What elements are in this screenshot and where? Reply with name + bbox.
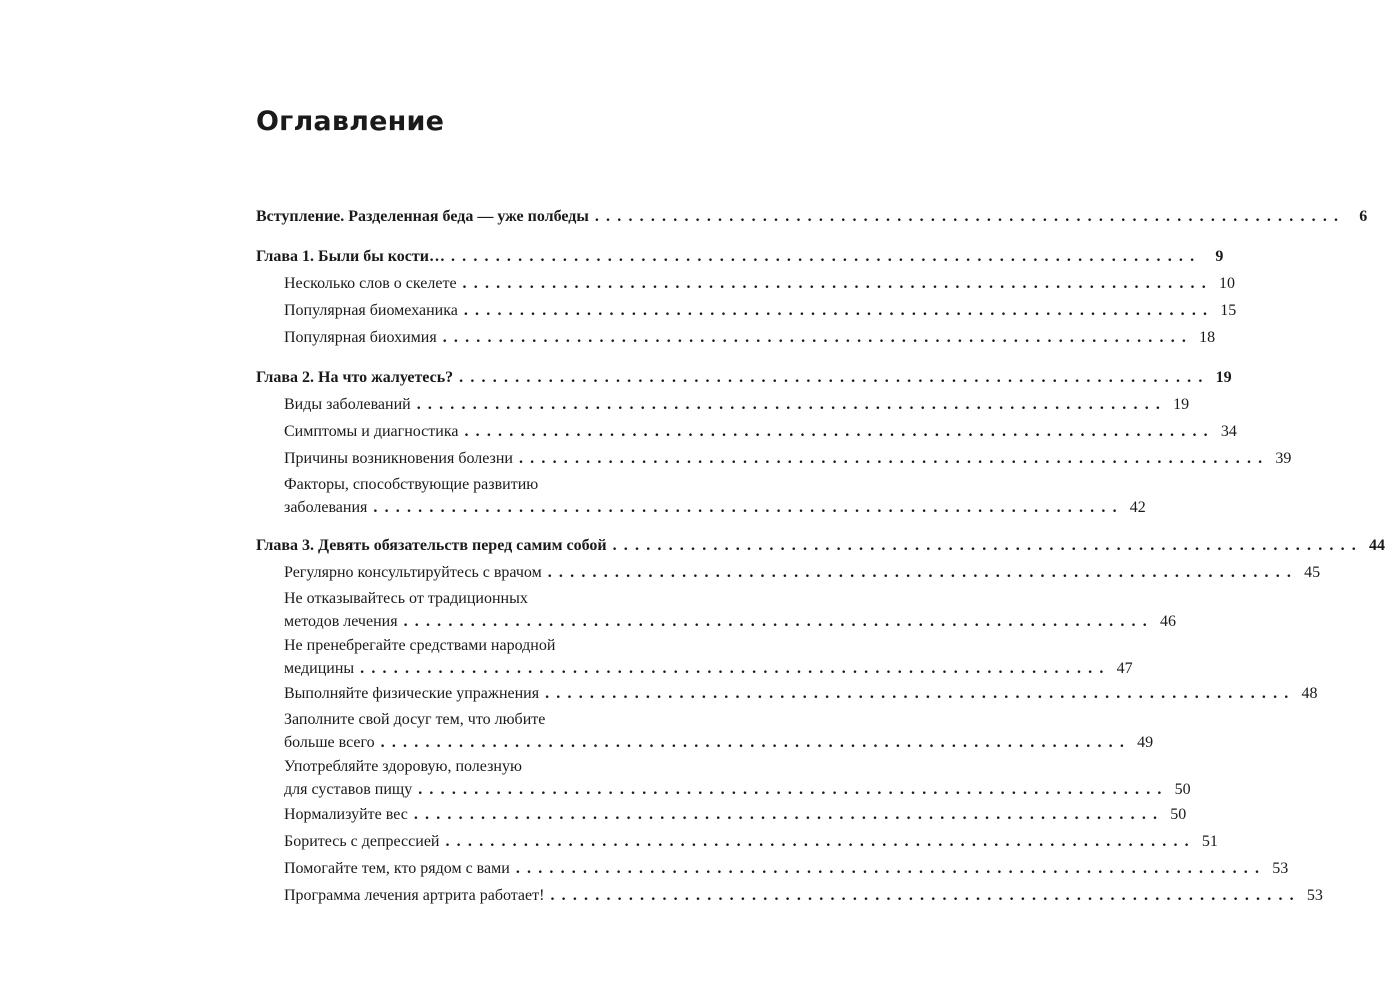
- toc-entry-title: Выполняйте физические упражнения: [284, 685, 540, 702]
- toc-leader-dots: ...................................................................: [612, 537, 1364, 554]
- toc-entry-title: больше всего: [284, 734, 375, 751]
- toc-page-number: 47: [1116, 660, 1133, 677]
- toc-section-entry: [256, 559, 1321, 586]
- toc-page-number: 34: [1220, 423, 1237, 440]
- page-title: Оглавление: [256, 106, 445, 137]
- toc-entry-title: Боритесь с депрессией: [284, 833, 440, 850]
- toc-section-entry: [256, 270, 1235, 297]
- toc-entry-title: Виды заболеваний: [284, 396, 411, 413]
- toc-leader-dots: ...................................................................: [373, 499, 1124, 516]
- toc-entry-title-line1: Не пренебрегайте средствами народной: [284, 637, 556, 654]
- toc-page-number: 44: [1369, 537, 1385, 554]
- toc-entry-title: Глава 1. Были бы кости…: [256, 248, 445, 265]
- toc-section-entry: [256, 754, 1191, 801]
- toc-entry-title-line1: Не отказывайтесь от традиционных: [284, 590, 528, 607]
- toc-entry-title: медицины: [284, 660, 355, 677]
- toc-section-entry: [256, 855, 1289, 882]
- toc-entry-title-line1: Употребляйте здоровую, полезную: [284, 758, 522, 775]
- toc-entry-title: Нормализуйте вес: [284, 806, 408, 823]
- toc-entry-title: Глава 2. На что жалуетесь?: [256, 369, 454, 386]
- toc-section-entry: [256, 472, 1146, 519]
- toc-entry-title: Помогайте тем, кто рядом с вами: [284, 860, 510, 877]
- toc-entry-title: Регулярно консультируйтесь с врачом: [284, 564, 542, 581]
- toc-entry-title: Вступление. Разделенная беда — уже полбеды: [256, 208, 589, 225]
- toc-leader-dots: ...................................................................: [547, 564, 1299, 581]
- toc-leader-dots: ...................................................................: [550, 887, 1301, 904]
- toc-section-entry: [256, 707, 1154, 754]
- toc-page-number: 15: [1220, 302, 1237, 319]
- toc-page-number: 51: [1201, 833, 1218, 850]
- toc-section-entry: [256, 391, 1190, 418]
- toc-leader-dots: ...................................................................: [515, 860, 1267, 877]
- toc-page-number: 19: [1215, 369, 1232, 386]
- toc-page-number: 46: [1159, 613, 1176, 630]
- toc-entry-title: Симптомы и диагностика: [284, 423, 459, 440]
- toc-entry-title: методов лечения: [284, 613, 398, 630]
- toc-chapter-entry: [256, 364, 1232, 391]
- toc-page-number: 10: [1218, 275, 1235, 292]
- toc-leader-dots: ...................................................................: [413, 806, 1165, 823]
- toc-section-entry: [256, 586, 1176, 633]
- toc-leader-dots: ...................................................................: [416, 396, 1168, 413]
- toc-page-number: 6: [1359, 208, 1368, 225]
- toc-page-number: 50: [1170, 806, 1187, 823]
- toc-chapter-entry: [256, 532, 1385, 559]
- toc-entry-title: Популярная биохимия: [284, 329, 437, 346]
- toc-leader-dots: ...................................................................: [462, 275, 1213, 292]
- toc-page-number: 49: [1137, 734, 1154, 751]
- toc-page-number: 53: [1272, 860, 1289, 877]
- toc-page-number: 19: [1173, 396, 1190, 413]
- toc-page-number: 9: [1215, 248, 1224, 265]
- toc-section-entry: [256, 882, 1323, 909]
- toc-entry-title-line1: Факторы, способствующие развитию: [284, 476, 539, 493]
- toc-entry-title: Популярная биомеханика: [284, 302, 458, 319]
- toc-section-entry: [256, 297, 1237, 324]
- toc-leader-dots: ...................................................................: [450, 248, 1202, 265]
- toc-entry-title: Причины возникновения болезни: [284, 450, 513, 467]
- toc-section-entry: [256, 324, 1216, 351]
- toc-chapter-entry: [256, 203, 1368, 230]
- toc-page-number: 42: [1129, 499, 1146, 516]
- toc-page-number: 45: [1304, 564, 1321, 581]
- toc-leader-dots: ...................................................................: [360, 660, 1111, 677]
- toc-entry-title: Несколько слов о скелете: [284, 275, 457, 292]
- toc-entry-title: для суставов пищу: [284, 781, 413, 798]
- toc-page-number: 48: [1301, 685, 1318, 702]
- toc-section-entry: [256, 828, 1218, 855]
- toc-entry-title: Глава 3. Девять обязательств перед самим собой: [256, 537, 607, 554]
- toc-section-entry: [256, 445, 1292, 472]
- toc-section-entry: [256, 680, 1318, 707]
- toc-page-number: 53: [1306, 887, 1323, 904]
- toc-entry-title-line1: Заполните свой досуг тем, что любите: [284, 711, 546, 728]
- toc-leader-dots: ...................................................................: [545, 685, 1296, 702]
- toc-leader-dots: ...................................................................: [403, 613, 1154, 630]
- toc-section-entry: [256, 633, 1133, 680]
- toc-section-entry: [256, 418, 1237, 445]
- toc-page-number: 50: [1174, 781, 1191, 798]
- table-of-contents: [256, 203, 1385, 909]
- toc-leader-dots: ...................................................................: [594, 208, 1346, 225]
- toc-leader-dots: ...................................................................: [380, 734, 1132, 751]
- toc-leader-dots: ...................................................................: [459, 369, 1210, 386]
- toc-page-number: 39: [1275, 450, 1292, 467]
- toc-leader-dots: ...................................................................: [442, 329, 1194, 346]
- toc-leader-dots: ...................................................................: [518, 450, 1270, 467]
- toc-entry-title: Программа лечения артрита работает!: [284, 887, 545, 904]
- toc-page-number: 18: [1199, 329, 1216, 346]
- toc-entry-title: заболевания: [284, 499, 368, 516]
- toc-leader-dots: ...................................................................: [464, 423, 1215, 440]
- toc-leader-dots: ...................................................................: [463, 302, 1215, 319]
- toc-section-entry: [256, 801, 1187, 828]
- toc-leader-dots: ...................................................................: [418, 781, 1169, 798]
- toc-leader-dots: ...................................................................: [445, 833, 1196, 850]
- toc-chapter-entry: [256, 243, 1224, 270]
